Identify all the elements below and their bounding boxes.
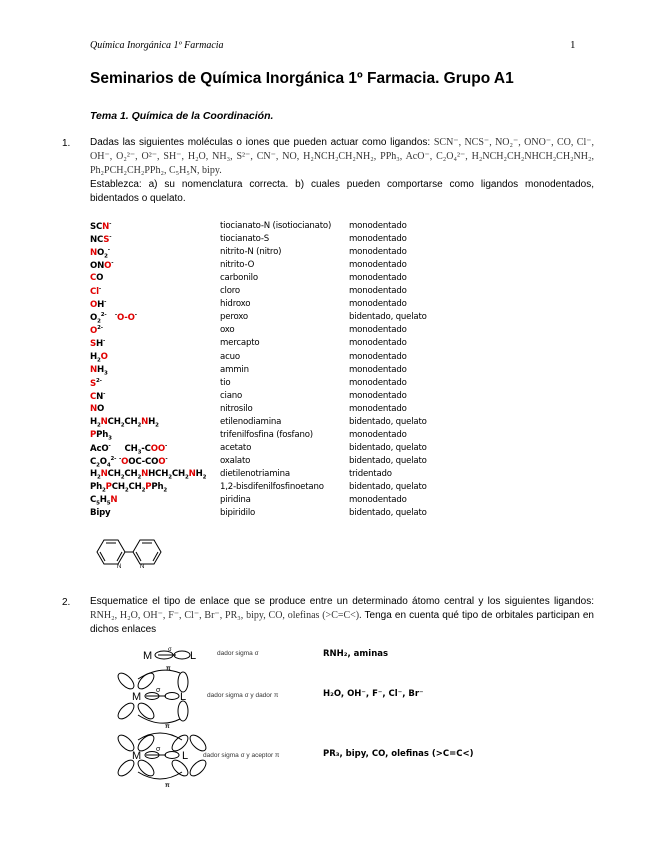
formula-segment: C bbox=[90, 495, 97, 506]
ligand-denticity: monodentado bbox=[349, 351, 407, 362]
formula-segment: H bbox=[99, 495, 107, 506]
formula-segment: 2- bbox=[110, 455, 117, 462]
sigma-donor-pi-acceptor-orbitals-icon bbox=[110, 728, 210, 788]
ligand-denticity: monodentado bbox=[349, 299, 407, 310]
question-1-text bbox=[90, 136, 594, 206]
table-row bbox=[90, 469, 510, 482]
formula-segment: CH bbox=[171, 468, 185, 479]
table-row bbox=[90, 456, 510, 469]
table-row bbox=[90, 508, 510, 521]
ligand-formula bbox=[90, 352, 108, 364]
formula-segment: 2 bbox=[184, 474, 189, 481]
bipyridine-structure bbox=[92, 532, 182, 574]
formula-segment: - bbox=[109, 221, 112, 227]
ligand-denticity: bidentado, quelato bbox=[349, 416, 427, 427]
formula-segment: SC bbox=[90, 221, 103, 232]
formula-segment: O bbox=[121, 456, 129, 467]
formula-segment: N bbox=[90, 247, 97, 258]
formula-segment: ON bbox=[90, 261, 105, 271]
formula-segment: 2 bbox=[97, 318, 101, 325]
formula-segment: CH bbox=[128, 482, 142, 492]
metal-label: M bbox=[132, 750, 142, 762]
table-row bbox=[90, 352, 510, 365]
bonding-diagram-sigma-donor-pi-acceptor bbox=[110, 728, 610, 788]
formula-segment: N bbox=[141, 468, 149, 479]
bonding-diagram-sigma-donor bbox=[110, 645, 610, 672]
diagram-label: dador sigma σ bbox=[217, 650, 259, 657]
ligand-formula bbox=[90, 260, 113, 271]
ligand-formula bbox=[90, 469, 206, 481]
question-2-tail: Tenga en cuenta qué tipo de orbitales participan en dichos enlaces bbox=[90, 610, 594, 635]
formula-segment: P bbox=[90, 429, 97, 440]
formula-segment: O bbox=[158, 456, 166, 467]
bonding-diagram-sigma-pi-donor bbox=[110, 665, 610, 730]
formula-segment: 3 bbox=[104, 370, 108, 377]
formula-segment: O bbox=[90, 313, 98, 324]
question-2-ligands: RNH₂, H₂O, OH⁻, F⁻, Cl⁻, Br⁻, PR₃, bipy, CO, olefinas (>C=C<). bbox=[90, 610, 362, 621]
formula-segment: O bbox=[90, 326, 98, 337]
ligand-name: nitrosilo bbox=[220, 403, 253, 414]
formula-segment: O bbox=[104, 261, 112, 271]
ligand-name: tio bbox=[220, 377, 231, 388]
table-row bbox=[90, 365, 510, 378]
question-1-instruction: Establezca: a) su nomenclatura correcta. b) cuales pueden comportarse como ligandos monodentados, bidentados o quelato. bbox=[90, 179, 594, 204]
sigma-pi-donor-orbitals-icon bbox=[110, 665, 210, 730]
formula-segment: P bbox=[145, 482, 152, 492]
question-2-intro: Esquematice el tipo de enlace que se produce entre un determinado átomo central y los siguientes ligandos: bbox=[90, 596, 594, 607]
ligand-name: oxo bbox=[220, 325, 235, 336]
formula-segment: CH bbox=[111, 482, 125, 492]
formula-segment: N bbox=[100, 416, 108, 427]
formula-segment: -C bbox=[141, 443, 151, 454]
table-row bbox=[90, 430, 510, 443]
formula-segment: - bbox=[107, 247, 110, 254]
formula-segment: 2- bbox=[97, 325, 103, 332]
table-row bbox=[90, 286, 510, 299]
ligand-name: trifenilfosfina (fosfano) bbox=[220, 429, 313, 440]
diagram-examples: RNH₂, aminas bbox=[323, 649, 389, 659]
formula-segment: N bbox=[110, 495, 118, 506]
formula-segment: CH bbox=[107, 416, 121, 427]
formula-segment: 3 bbox=[108, 435, 112, 442]
ligand-formula bbox=[90, 286, 101, 297]
table-row bbox=[90, 312, 510, 325]
formula-segment: 3 bbox=[137, 449, 142, 456]
formula-segment: OC-CO bbox=[128, 456, 159, 467]
ligand-denticity: monodentado bbox=[349, 234, 407, 245]
ligand-denticity: monodentado bbox=[349, 286, 407, 297]
ligand-name: ammin bbox=[220, 364, 249, 375]
table-row bbox=[90, 221, 510, 234]
ligand-name: nitrito-N (nitro) bbox=[220, 247, 282, 258]
page-title: Seminarios de Química Inorgánica 1º Farmacia. Grupo A1 bbox=[90, 70, 514, 87]
page-number: 1 bbox=[570, 39, 576, 51]
formula-segment: 2 bbox=[137, 474, 142, 481]
pi-symbol: π bbox=[166, 666, 171, 672]
sigma-symbol: σ bbox=[168, 647, 172, 653]
formula-segment: - bbox=[134, 312, 137, 319]
formula-segment: CH bbox=[107, 468, 121, 479]
metal-label: M bbox=[143, 650, 153, 662]
bipy-nitrogen-2: N bbox=[140, 564, 145, 570]
formula-segment: 4 bbox=[106, 462, 111, 469]
formula-segment: 2 bbox=[97, 422, 101, 429]
formula-segment: 2 bbox=[120, 422, 125, 429]
formula-segment bbox=[106, 313, 114, 323]
formula-segment: NC bbox=[90, 234, 104, 245]
ligand-denticity: monodentado bbox=[349, 273, 407, 284]
ligand-formula bbox=[90, 247, 110, 260]
ligand-name: etilenodiamina bbox=[220, 416, 282, 427]
question-2-text bbox=[90, 595, 594, 637]
formula-segment: - bbox=[103, 338, 106, 345]
ligand-denticity: monodentado bbox=[349, 377, 407, 388]
formula-segment: S bbox=[103, 234, 110, 245]
table-row bbox=[90, 443, 510, 456]
formula-segment: - bbox=[114, 312, 117, 319]
formula-segment: P bbox=[105, 482, 112, 492]
formula-segment: N bbox=[100, 468, 108, 479]
table-row bbox=[90, 273, 510, 286]
formula-segment: Bipy bbox=[90, 508, 111, 519]
formula-segment: 2 bbox=[102, 487, 106, 494]
ligand-formula bbox=[90, 430, 112, 442]
ligand-denticity: monodentado bbox=[349, 429, 407, 440]
formula-segment: Cl bbox=[90, 287, 99, 298]
ligand-name: tiocianato-S bbox=[220, 234, 270, 245]
formula-segment: 2 bbox=[104, 253, 108, 260]
formula-segment: 2 bbox=[97, 357, 101, 364]
formula-segment: H bbox=[96, 339, 103, 350]
formula-segment: CH bbox=[110, 443, 138, 454]
formula-segment: H bbox=[148, 416, 156, 427]
running-header: Química Inorgánica 1º Farmacia bbox=[90, 40, 224, 51]
ligand-name: oxalato bbox=[220, 455, 251, 466]
formula-segment: H bbox=[90, 416, 97, 427]
ligand-formula bbox=[90, 338, 105, 349]
formula-segment: H bbox=[90, 351, 97, 362]
table-row bbox=[90, 404, 510, 417]
ligand-formula bbox=[90, 273, 103, 283]
ligand-name: acuo bbox=[220, 351, 240, 362]
ligand-denticity: bidentado, quelato bbox=[349, 508, 427, 519]
formula-segment: N bbox=[188, 468, 196, 479]
sigma-symbol: σ bbox=[156, 687, 161, 694]
pi-symbol: π bbox=[165, 783, 170, 788]
ligand-formula bbox=[90, 508, 110, 518]
ligand-name: hidroxo bbox=[220, 299, 251, 310]
metal-label: M bbox=[132, 691, 142, 703]
table-row bbox=[90, 417, 510, 430]
ligand-denticity: bidentado, quelato bbox=[349, 455, 427, 466]
formula-segment: O bbox=[97, 403, 105, 414]
question-2-number: 2. bbox=[62, 597, 71, 608]
topic-heading: Tema 1. Química de la Coordinación. bbox=[90, 110, 274, 122]
ligand-label: L bbox=[182, 750, 189, 762]
table-row bbox=[90, 378, 510, 391]
diagram-examples: H₂O, OH⁻, F⁻, Cl⁻, Br⁻ bbox=[323, 689, 424, 699]
formula-segment: 2 bbox=[155, 422, 159, 429]
formula-segment: 2 bbox=[202, 474, 207, 481]
formula-segment: H bbox=[97, 364, 104, 375]
ligand-name: mercapto bbox=[220, 338, 260, 349]
formula-segment: O bbox=[96, 273, 104, 284]
formula-segment: 2 bbox=[120, 474, 125, 481]
question-1-ligands: SCN⁻, NCS⁻, NO₂⁻, ONO⁻, CO, Cl⁻, OH⁻, O₂²⁻, O²⁻, SH⁻, H₂O, NH₃, S²⁻, CN⁻, NO, H₂NCH₂CH₂NH₂, PPh₃, AcO⁻, C₂O₄²⁻, H₂NCH₂CH₂NHCH₂CH₂NH₂, Ph₂PCH₂CH₂PPh₂, C₅H₅N, bipy. bbox=[90, 137, 594, 176]
formula-segment: - bbox=[109, 234, 112, 241]
ligand-formula bbox=[90, 378, 102, 389]
ligand-name: carbonilo bbox=[220, 273, 258, 284]
pi-symbol: π bbox=[165, 724, 170, 730]
ligand-name: 1,2-bisdifenilfosfinoetano bbox=[220, 482, 324, 492]
ligand-name: piridina bbox=[220, 495, 251, 506]
formula-segment: H bbox=[195, 468, 203, 479]
formula-segment: N bbox=[96, 391, 104, 402]
formula-segment: N bbox=[141, 416, 149, 427]
table-row bbox=[90, 234, 510, 247]
ligand-name: dietilenotriamina bbox=[220, 468, 290, 479]
ligand-name: bipiridilo bbox=[220, 508, 256, 519]
formula-segment: 5 bbox=[106, 500, 111, 507]
ligand-denticity: monodentado bbox=[349, 338, 407, 349]
formula-segment: 5 bbox=[96, 500, 100, 507]
ligand-formula bbox=[90, 221, 111, 232]
formula-segment: N bbox=[90, 364, 97, 375]
table-row bbox=[90, 299, 510, 312]
ligand-formula bbox=[90, 417, 159, 429]
table-row bbox=[90, 391, 510, 404]
diagram-examples: PR₃, bipy, CO, olefinas (>C=C<) bbox=[323, 749, 474, 759]
ligand-denticity: monodentado bbox=[349, 495, 407, 506]
formula-segment: H bbox=[97, 300, 105, 311]
formula-segment: N bbox=[102, 221, 110, 232]
formula-segment: O bbox=[100, 351, 108, 362]
ligand-name: peroxo bbox=[220, 312, 248, 323]
ligand-name: acetato bbox=[220, 442, 252, 453]
ligand-denticity: monodentado bbox=[349, 325, 407, 336]
formula-segment: N bbox=[90, 403, 97, 414]
table-row bbox=[90, 260, 510, 273]
formula-segment: - bbox=[103, 390, 106, 397]
formula-segment: Ph bbox=[96, 429, 109, 440]
ligand-formula bbox=[90, 365, 108, 377]
formula-segment: HCH bbox=[148, 468, 169, 479]
formula-segment: 2 bbox=[141, 487, 146, 494]
formula-segment: Ph bbox=[151, 482, 164, 492]
ligand-name: tiocianato-N (isotiocianato) bbox=[220, 221, 332, 231]
formula-segment: O-O bbox=[116, 313, 135, 324]
ligand-formula bbox=[90, 234, 111, 245]
table-row bbox=[90, 495, 510, 508]
table-row bbox=[90, 247, 510, 260]
ligand-name: cloro bbox=[220, 286, 240, 297]
formula-segment: - bbox=[119, 455, 122, 462]
ligand-denticity: monodentado bbox=[349, 390, 407, 401]
formula-segment: 2 bbox=[137, 422, 142, 429]
formula-segment: S bbox=[90, 339, 96, 350]
ligand-denticity: monodentado bbox=[349, 364, 407, 375]
formula-segment: CH bbox=[124, 468, 138, 479]
question-1-intro: Dadas las siguientes moléculas o iones que pueden actuar como ligandos: bbox=[90, 137, 434, 148]
formula-segment: - bbox=[104, 299, 107, 306]
ligand-formula bbox=[90, 325, 103, 336]
ligand-denticity: bidentado, quelato bbox=[349, 482, 427, 492]
formula-segment: - bbox=[98, 286, 101, 293]
ligand-formula bbox=[90, 299, 106, 310]
ligand-label: L bbox=[190, 650, 197, 662]
sigma-symbol: σ bbox=[156, 746, 161, 753]
ligand-denticity: monodentado bbox=[349, 247, 407, 258]
formula-segment: S bbox=[90, 378, 96, 389]
question-1-number: 1. bbox=[62, 138, 71, 149]
formula-segment: 2- bbox=[100, 312, 107, 319]
ligand-label: L bbox=[180, 691, 187, 703]
ligand-denticity: bidentado, quelato bbox=[349, 312, 427, 323]
formula-segment: 2 bbox=[97, 474, 101, 481]
ligand-formula bbox=[90, 443, 167, 456]
ligand-denticity: monodentado bbox=[349, 221, 407, 231]
formula-segment: H bbox=[90, 468, 97, 479]
ligand-denticity: tridentado bbox=[349, 468, 392, 479]
ligand-formula bbox=[90, 391, 105, 402]
formula-segment: 2- bbox=[96, 377, 102, 384]
ligand-denticity: monodentado bbox=[349, 260, 407, 271]
ligand-formula bbox=[90, 404, 104, 414]
formula-segment: AcO bbox=[90, 443, 109, 454]
diagram-label: dador sigma σ y aceptor π bbox=[203, 752, 280, 759]
ligand-denticity: bidentado, quelato bbox=[349, 442, 427, 453]
ligand-formula bbox=[90, 312, 137, 325]
formula-segment: C bbox=[90, 391, 97, 402]
formula-segment: - bbox=[164, 442, 168, 449]
formula-segment: C bbox=[90, 273, 97, 284]
formula-segment: O bbox=[97, 247, 105, 258]
formula-segment: C bbox=[90, 456, 97, 467]
table-row bbox=[90, 482, 510, 495]
formula-segment: OO bbox=[150, 443, 165, 454]
ligand-name: nitrito-O bbox=[220, 260, 255, 271]
formula-segment: 2 bbox=[168, 474, 172, 481]
formula-segment: O bbox=[99, 456, 107, 467]
ligand-formula bbox=[90, 456, 167, 469]
formula-segment: 2 bbox=[163, 487, 168, 494]
formula-segment: 2 bbox=[96, 462, 100, 469]
ligand-formula bbox=[90, 495, 117, 507]
ligand-formula bbox=[90, 482, 167, 494]
formula-segment: - bbox=[165, 455, 168, 462]
formula-segment: 2 bbox=[124, 487, 129, 494]
bipy-nitrogen-1: N bbox=[117, 564, 122, 570]
diagram-label: dador sigma σ y dador π bbox=[207, 692, 279, 699]
formula-segment: Ph bbox=[90, 482, 103, 492]
ligand-name: ciano bbox=[220, 390, 243, 401]
table-row bbox=[90, 325, 510, 338]
formula-segment: CH bbox=[124, 416, 138, 427]
formula-segment: - bbox=[108, 442, 111, 449]
table-row bbox=[90, 338, 510, 351]
ligand-denticity: monodentado bbox=[349, 403, 407, 414]
formula-segment: O bbox=[90, 300, 98, 311]
formula-segment: - bbox=[111, 260, 114, 267]
